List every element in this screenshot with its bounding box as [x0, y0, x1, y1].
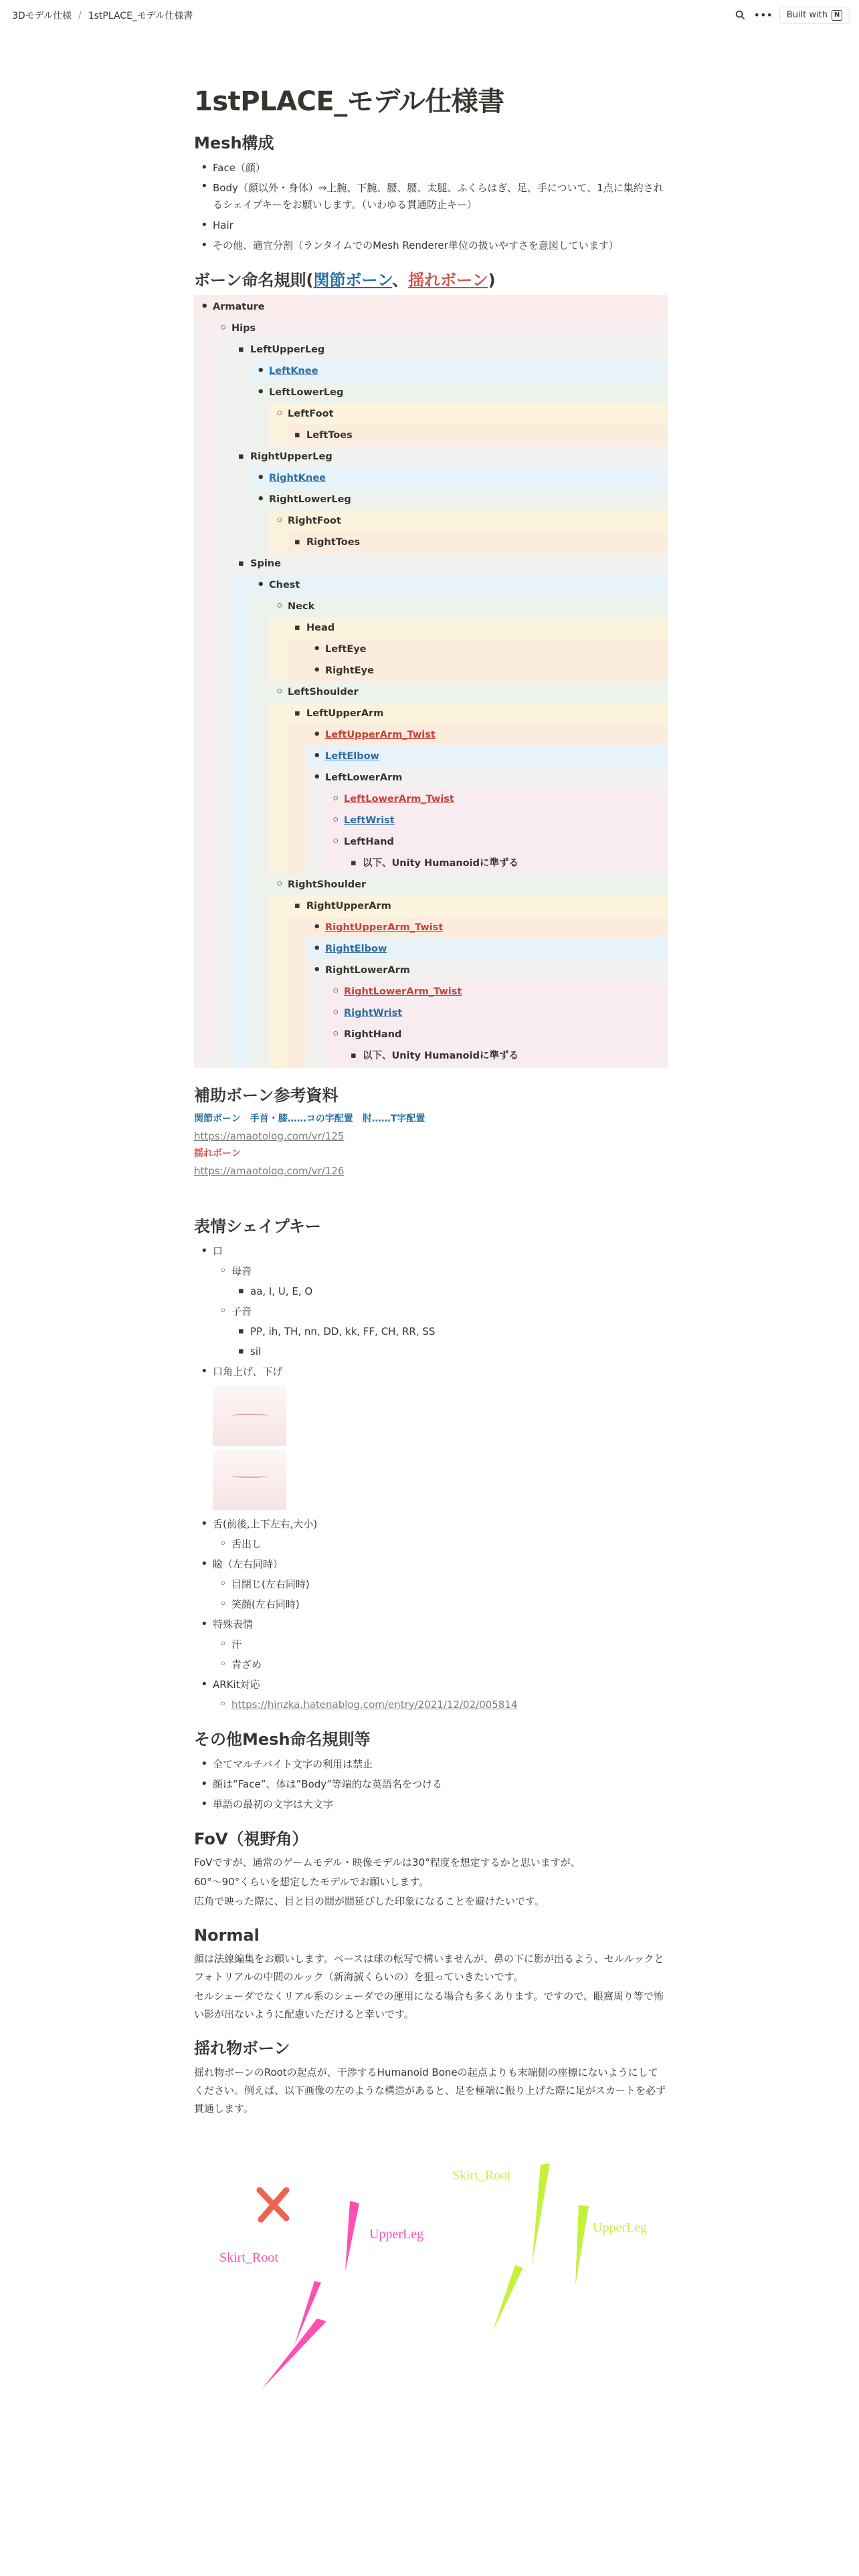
breadcrumb-current[interactable]: 1stPLACE_モデル仕様書	[88, 10, 193, 21]
bone-right-shoulder: ◦ RightShoulder	[269, 874, 668, 895]
bone-right-wrist	[325, 1002, 668, 1024]
list-item: ◦ 汗	[213, 1634, 668, 1654]
fov-text-1: FoVですが、通常のゲームモデル・映像モデルは30°程度を想定するかと思いますが、	[194, 1856, 581, 1869]
list-item: • 全てマルチバイト文字の利用は禁止	[194, 1754, 668, 1774]
left-elbow-link[interactable]: LeftElbow	[325, 751, 379, 762]
notion-logo-icon: N	[832, 10, 842, 21]
bones-heading-suffix: )	[488, 271, 496, 290]
top-actions	[734, 7, 850, 24]
bone-left-upper-arm-twist	[306, 724, 668, 746]
list-item: • Face（顔）	[194, 158, 668, 178]
left-upper-arm-twist-link[interactable]: LeftUpperArm_Twist	[325, 730, 436, 741]
skirt-root-label-left: Skirt_Root	[219, 2250, 278, 2265]
bone-right-toes: ▪ RightToes	[288, 532, 668, 553]
normal-text-1: 顔は法線編集をお願いします。ベースは球の転写で構いませんが、鼻の下に影が出るよう、セルルックとフォトリアルの中間のルック（新海誠くらいの）を狙っていきたいです。	[194, 1953, 664, 1983]
bone-left-elbow	[306, 746, 668, 767]
upperleg-label-left: UpperLeg	[369, 2226, 424, 2242]
normal-text-2: セルシェーダでなくリアル系のシェーダでの運用になる場合も多くあります。ですので、眼窩周り等で怖い影が出ないように配慮いただけると幸いです。	[194, 1990, 664, 2021]
normal-heading: Normal	[194, 1926, 260, 1945]
right-upper-arm-twist-link[interactable]: RightUpperArm_Twist	[325, 922, 444, 934]
left-knee-link[interactable]: LeftKnee	[269, 366, 318, 377]
mouth-down-image	[213, 1450, 286, 1510]
bone-left-knee	[250, 360, 668, 382]
list-item: • 瞼（左右同時）	[194, 1554, 668, 1574]
aux-heading: 補助ボーン参考資料	[194, 1086, 339, 1105]
bone-right-elbow	[306, 938, 668, 960]
bone-right-eye: • RightEye	[306, 660, 668, 681]
fov-heading: FoV（視野角）	[194, 1829, 308, 1848]
bone-right-upper-arm: ▪ RightUpperArm	[288, 895, 668, 917]
bone-left-foot: ◦ LeftFoot	[269, 403, 668, 425]
list-item: ◦ 目閉じ(左右同時)	[213, 1574, 668, 1594]
list-item: ◦ 笑顔(左右同時)	[213, 1594, 668, 1614]
right-elbow-link[interactable]: RightElbow	[325, 944, 387, 955]
bone-left-eye: • LeftEye	[306, 639, 668, 660]
mesh-heading: Mesh構成	[194, 134, 274, 152]
list-item: ◦ 舌出し	[213, 1534, 668, 1554]
mouth-up-image	[213, 1386, 286, 1446]
breadcrumb-parent[interactable]: 3Dモデル仕様	[12, 10, 72, 21]
bone-hips: ◦ Hips	[213, 318, 668, 339]
right-lower-arm-twist-link[interactable]: RightLowerArm_Twist	[344, 986, 462, 998]
page-title: 1stPLACE_モデル仕様書	[194, 86, 504, 117]
bone-head: ▪ Head	[288, 617, 668, 639]
list-item: • 顔は”Face”、体は”Body”等端的な英語名をつける	[194, 1774, 668, 1794]
other-list	[194, 1754, 668, 1814]
bone-left-toes: ▪ LeftToes	[288, 425, 668, 446]
more-icon[interactable]: •••	[753, 9, 773, 21]
bone-armature: • Armature	[194, 296, 668, 318]
bone-right-lower-arm-twist	[325, 981, 668, 1002]
list-item: • 舌(前後,上下左右,大小)	[194, 1514, 668, 1534]
bone-right-upper-arm-twist	[306, 917, 668, 938]
humanoid-note: ▪ 以下、Unity Humanoidに準ずる	[344, 1045, 668, 1067]
list-item: • その他、適宜分割（ランタイムでのMesh Renderer単位の扱いやすさを意図しています）	[194, 235, 668, 255]
list-item: • ARKit対応	[194, 1675, 668, 1695]
joint-ref-line: 関節ボーン 手首・膝……コの字配置 肘……T字配置	[194, 1113, 425, 1124]
bone-tree	[194, 295, 668, 1068]
bone-left-lower-leg: • LeftLowerLeg	[250, 382, 668, 403]
shape-list	[194, 1241, 668, 1715]
other-heading: その他Mesh命名規則等	[194, 1729, 371, 1749]
bones-heading-prefix: ボーン命名規則(	[194, 271, 314, 290]
built-with-label: Built with	[786, 10, 828, 20]
skirt-root-label-right: Skirt_Root	[452, 2167, 511, 2183]
left-wrist-link[interactable]: LeftWrist	[344, 815, 395, 827]
bone-right-lower-arm: • RightLowerArm	[306, 960, 668, 981]
list-item	[213, 1695, 668, 1715]
list-item: ▪ aa, I, U, E, O	[231, 1281, 668, 1301]
bone-left-upper-leg: ▪ LeftUpperLeg	[231, 339, 668, 360]
bone-diagram-svg	[194, 2131, 668, 2419]
arkit-link[interactable]: https://hinzka.hatenablog.com/entry/2021/12/02/005814	[231, 1698, 518, 1711]
list-item: • Body（顔以外・身体）⇒上腕、下腕、腰、腰、太腿、ふくらはぎ、足、手について、1点に集約されるシェイプキーをお願いします。（いわゆる貫通防止キー）	[194, 178, 668, 215]
sway-text: 揺れ物ボーンのRootの起点が、干渉するHumanoid Boneの起点よりも末端側の座標にないようにしてください。例えば、以下画像の左のような構造があると、足を極端に振り上げた際に足がスカートを必ず貫通します。	[194, 2066, 666, 2115]
list-item: ◦ 青ざめ	[213, 1654, 668, 1675]
bone-structure-diagram	[194, 2131, 668, 2419]
bone-right-foot: ◦ RightFoot	[269, 510, 668, 532]
bad-structure-example	[260, 2190, 359, 2389]
bone-right-lower-leg: • RightLowerLeg	[250, 489, 668, 510]
bone-right-upper-leg: ▪ RightUpperLeg	[231, 446, 668, 467]
sway-ref-line: 揺れボーン	[194, 1148, 241, 1159]
breadcrumb-separator: /	[78, 9, 82, 21]
left-lower-arm-twist-link[interactable]: LeftLowerArm_Twist	[344, 794, 454, 805]
bone-left-hand: ◦ LeftHand	[325, 831, 668, 853]
bones-heading	[194, 270, 668, 291]
shape-heading: 表情シェイプキー	[194, 1216, 321, 1236]
bone-neck: ◦ Neck	[269, 596, 668, 617]
joint-bone-label: 関節ボーン	[313, 271, 393, 290]
top-bar	[0, 0, 859, 30]
list-item: ▪ PP, ih, TH, nn, DD, kk, FF, CH, RR, SS	[231, 1321, 668, 1341]
bone-left-lower-arm-twist	[325, 788, 668, 810]
bone-left-lower-arm: • LeftLowerArm	[306, 767, 668, 788]
bone-spine: ▪ Spine	[231, 553, 668, 574]
mesh-list	[194, 158, 668, 255]
sway-bone-label: 揺れボーン	[408, 271, 488, 290]
sway-ref-link[interactable]: https://amaotolog.com/vr/126	[194, 1164, 345, 1177]
upperleg-label-right: UpperLeg	[593, 2220, 648, 2235]
right-knee-link[interactable]: RightKnee	[269, 473, 326, 484]
joint-ref-link[interactable]: https://amaotolog.com/vr/125	[194, 1130, 345, 1142]
bone-left-shoulder: ◦ LeftShoulder	[269, 681, 668, 703]
search-icon[interactable]	[734, 9, 747, 22]
list-item: ◦ 子音	[213, 1301, 668, 1321]
page-content	[194, 80, 668, 2419]
bones-heading-sep: 、	[392, 271, 409, 290]
bone-left-upper-arm: ▪ LeftUpperArm	[288, 703, 668, 724]
good-structure-example	[492, 2163, 589, 2332]
bone-right-knee	[250, 467, 668, 489]
list-item: ▪ sil	[231, 1341, 668, 1362]
humanoid-note: ▪ 以下、Unity Humanoidに準ずる	[344, 853, 668, 874]
list-item: • 口角上げ、下げ	[194, 1362, 668, 1382]
bone-chest: • Chest	[250, 574, 668, 596]
built-with-button[interactable]	[779, 7, 850, 24]
fov-text-3: 広角で映った際に、目と目の間が間延びした印象になることを避けたいです。	[194, 1895, 545, 1908]
list-item: • Hair	[194, 215, 668, 235]
bone-left-wrist	[325, 810, 668, 831]
right-wrist-link[interactable]: RightWrist	[344, 1008, 403, 1019]
sway-heading: 揺れ物ボーン	[194, 2039, 290, 2058]
fov-text-2: 60°〜90°くらいを想定したモデルでお願いします。	[194, 1876, 430, 1889]
list-item: • 単語の最初の文字は大文字	[194, 1794, 668, 1814]
list-item: ◦ 母音	[213, 1261, 668, 1281]
bone-right-hand: ◦ RightHand	[325, 1024, 668, 1045]
list-item: • 特殊表情	[194, 1614, 668, 1634]
list-item: • 口	[194, 1241, 668, 1261]
